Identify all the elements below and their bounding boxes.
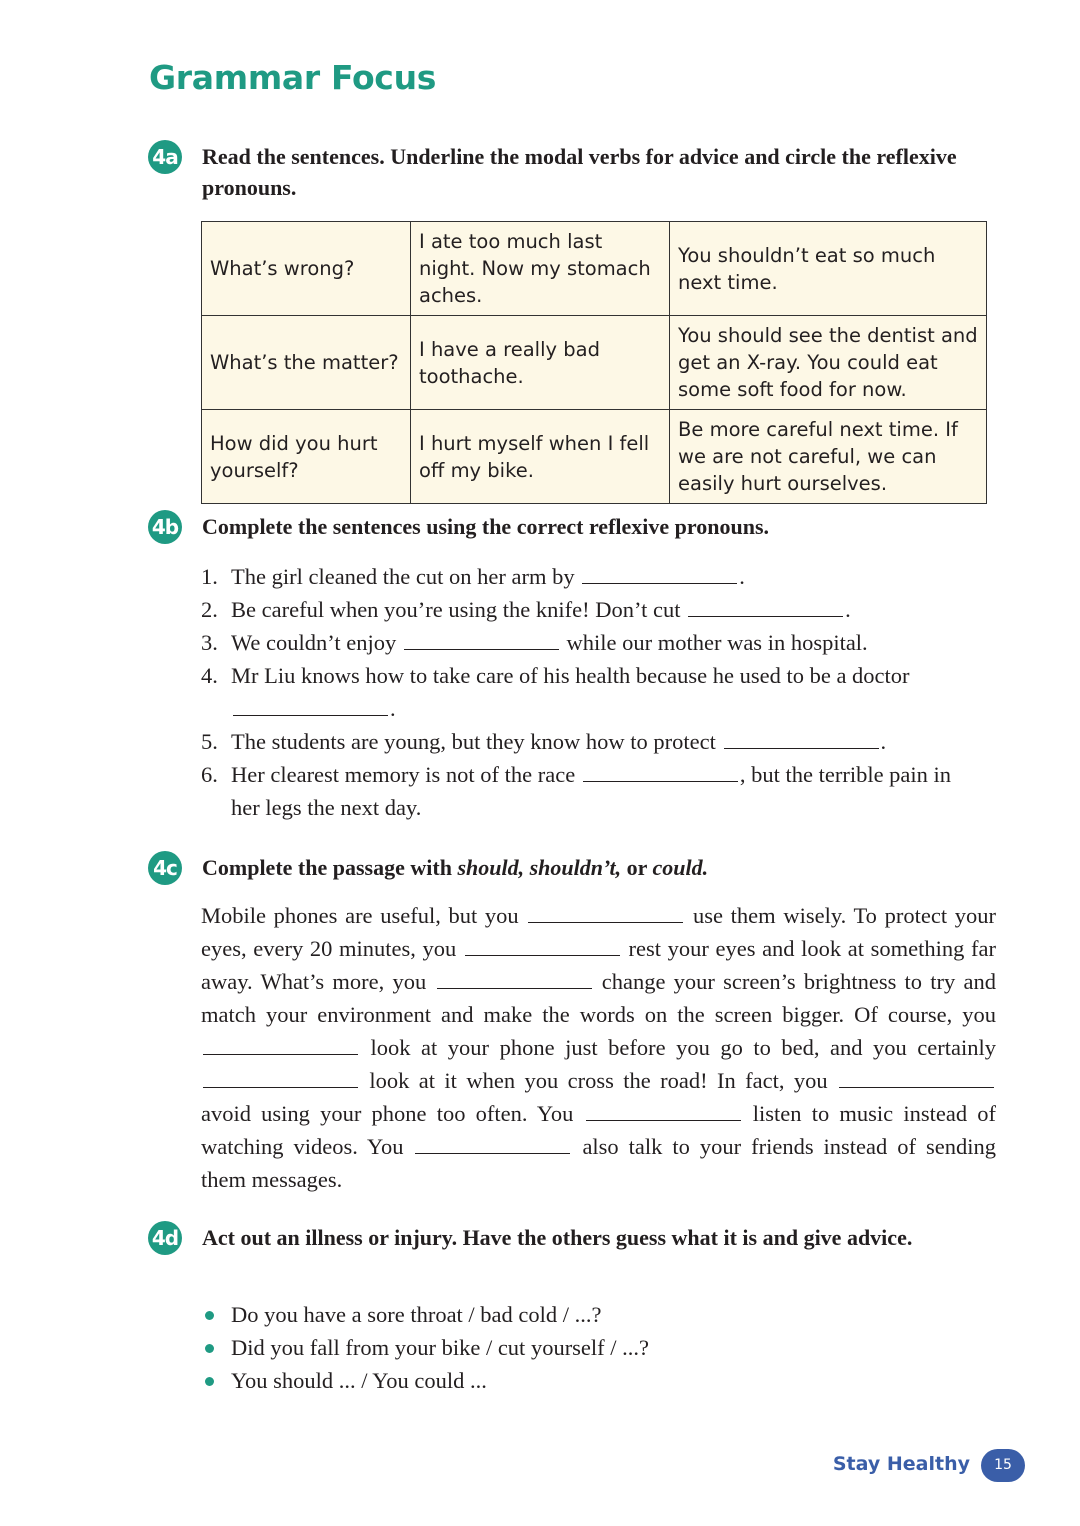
exercise-instruction-4c [202, 852, 962, 883]
prompt-text: Did you fall from your bike / cut yourself / ...? [231, 1335, 650, 1360]
bullet-icon [205, 1344, 214, 1353]
answer-blank[interactable] [465, 935, 620, 956]
table-row [202, 316, 987, 410]
sentence-text: Mr Liu knows how to take care of his health because he used to be a doctor [231, 663, 910, 688]
instruction-emphasis: could. [652, 855, 709, 880]
list-item [201, 1364, 981, 1397]
answer-blank[interactable] [203, 1034, 358, 1055]
prompt-text: You should ... / You could ... [231, 1368, 487, 1393]
answer-blank[interactable] [437, 968, 592, 989]
answer-blank[interactable] [415, 1133, 570, 1154]
answer-blank[interactable] [582, 563, 737, 584]
unit-title: Stay Healthy [832, 1453, 970, 1475]
answer-blank[interactable] [724, 728, 879, 749]
list-item [201, 1298, 981, 1331]
item-number: 2. [201, 597, 218, 622]
answer-blank[interactable] [839, 1067, 994, 1088]
sentence-text: We couldn’t enjoy [231, 630, 397, 655]
sentence-text: Be careful when you’re using the knife! Don’t cut [231, 597, 681, 622]
passage-text: look at your phone just before you go to bed, and you certainly [370, 1035, 997, 1060]
exercise-instruction-4d: Act out an illness or injury. Have the others guess what it is and give advice. [202, 1225, 913, 1250]
page-number: 15 [981, 1449, 1025, 1482]
exercise-badge-4c: 4c [148, 851, 182, 885]
list-item [201, 1331, 981, 1364]
sentence-text: The girl cleaned the cut on her arm by [231, 564, 575, 589]
sentence-list [201, 560, 981, 824]
table-cell: Be more careful next time. If we are not careful, we can easily hurt ourselves. [670, 410, 987, 504]
passage-text: listen to music instead of watching videos. You [201, 1101, 997, 1159]
list-item [201, 659, 981, 725]
sentence-text: Her clearest memory is not of the race [231, 762, 576, 787]
sentence-text: . [845, 597, 851, 622]
item-number: 5. [201, 729, 218, 754]
list-item [201, 725, 981, 758]
page-title: Grammar Focus [149, 58, 437, 97]
list-item [201, 593, 981, 626]
passage-text: look at it when you cross the road! In fact, you [369, 1068, 828, 1093]
bullet-icon [205, 1377, 214, 1386]
exercise-badge-4b: 4b [148, 510, 182, 544]
table-cell: I have a really bad toothache. [411, 316, 670, 410]
exercise-badge-4d: 4d [148, 1221, 182, 1255]
sentence-text: . [739, 564, 745, 589]
exercise-instruction-4a: Read the sentences. Underline the modal verbs for advice and circle the reflexive pronouns. [202, 144, 957, 200]
prompt-text: Do you have a sore throat / bad cold / ...? [231, 1302, 602, 1327]
passage-text: Mobile phones are useful, but you [201, 903, 519, 928]
instruction-emphasis: should, shouldn’t, [457, 855, 622, 880]
item-number: 6. [201, 762, 218, 787]
sentence-text: The students are young, but they know how to protect [231, 729, 716, 754]
answer-blank[interactable] [688, 596, 843, 617]
passage-text: rest your eyes and look at something far away. What’s more, you [201, 936, 997, 994]
table-cell: You shouldn’t eat so much next time. [670, 222, 987, 316]
cloze-passage [201, 899, 996, 1196]
item-number: 1. [201, 564, 218, 589]
exercise-badge-4a: 4a [148, 140, 182, 174]
answer-blank[interactable] [404, 629, 559, 650]
list-item [201, 560, 981, 593]
grammar-table [201, 221, 987, 504]
item-number: 4. [201, 663, 218, 688]
list-item [201, 626, 981, 659]
sentence-text: . [880, 729, 887, 754]
answer-blank[interactable] [583, 761, 738, 782]
table-cell: What’s the matter? [202, 316, 411, 410]
table-cell: What’s wrong? [202, 222, 411, 316]
prompt-list [201, 1298, 981, 1397]
answer-blank[interactable] [586, 1100, 741, 1121]
passage-text: also talk to your friends instead of sending them messages. [201, 1134, 996, 1192]
instruction-text: or [621, 855, 653, 880]
passage-text: use them wisely. To protect your eyes, every 20 minutes, you [201, 903, 996, 961]
instruction-text: Complete the passage with [202, 855, 458, 880]
sentence-text: while our mother was in hospital. [566, 630, 868, 655]
table-row [202, 410, 987, 504]
item-number: 3. [201, 630, 218, 655]
passage-text: avoid using your phone too often. You [201, 1101, 574, 1126]
list-item [201, 758, 981, 824]
sentence-text: , but the terrible pain in her legs the next day. [231, 762, 952, 820]
answer-blank[interactable] [203, 1067, 358, 1088]
passage-text: change your screen’s brightness to try and match your environment and make the words on the screen bigger. Of course, you [201, 969, 997, 1027]
table-cell: How did you hurt yourself? [202, 410, 411, 504]
answer-blank[interactable] [233, 695, 388, 716]
table-row [202, 222, 987, 316]
exercise-instruction-4b: Complete the sentences using the correct reflexive pronouns. [202, 514, 770, 539]
table-cell: I ate too much last night. Now my stomach aches. [411, 222, 670, 316]
table-cell: You should see the dentist and get an X-ray. You could eat some soft food for now. [670, 316, 987, 410]
bullet-icon [205, 1311, 214, 1320]
answer-blank[interactable] [528, 902, 683, 923]
sentence-text: . [390, 696, 396, 721]
table-cell: I hurt myself when I fell off my bike. [411, 410, 670, 504]
